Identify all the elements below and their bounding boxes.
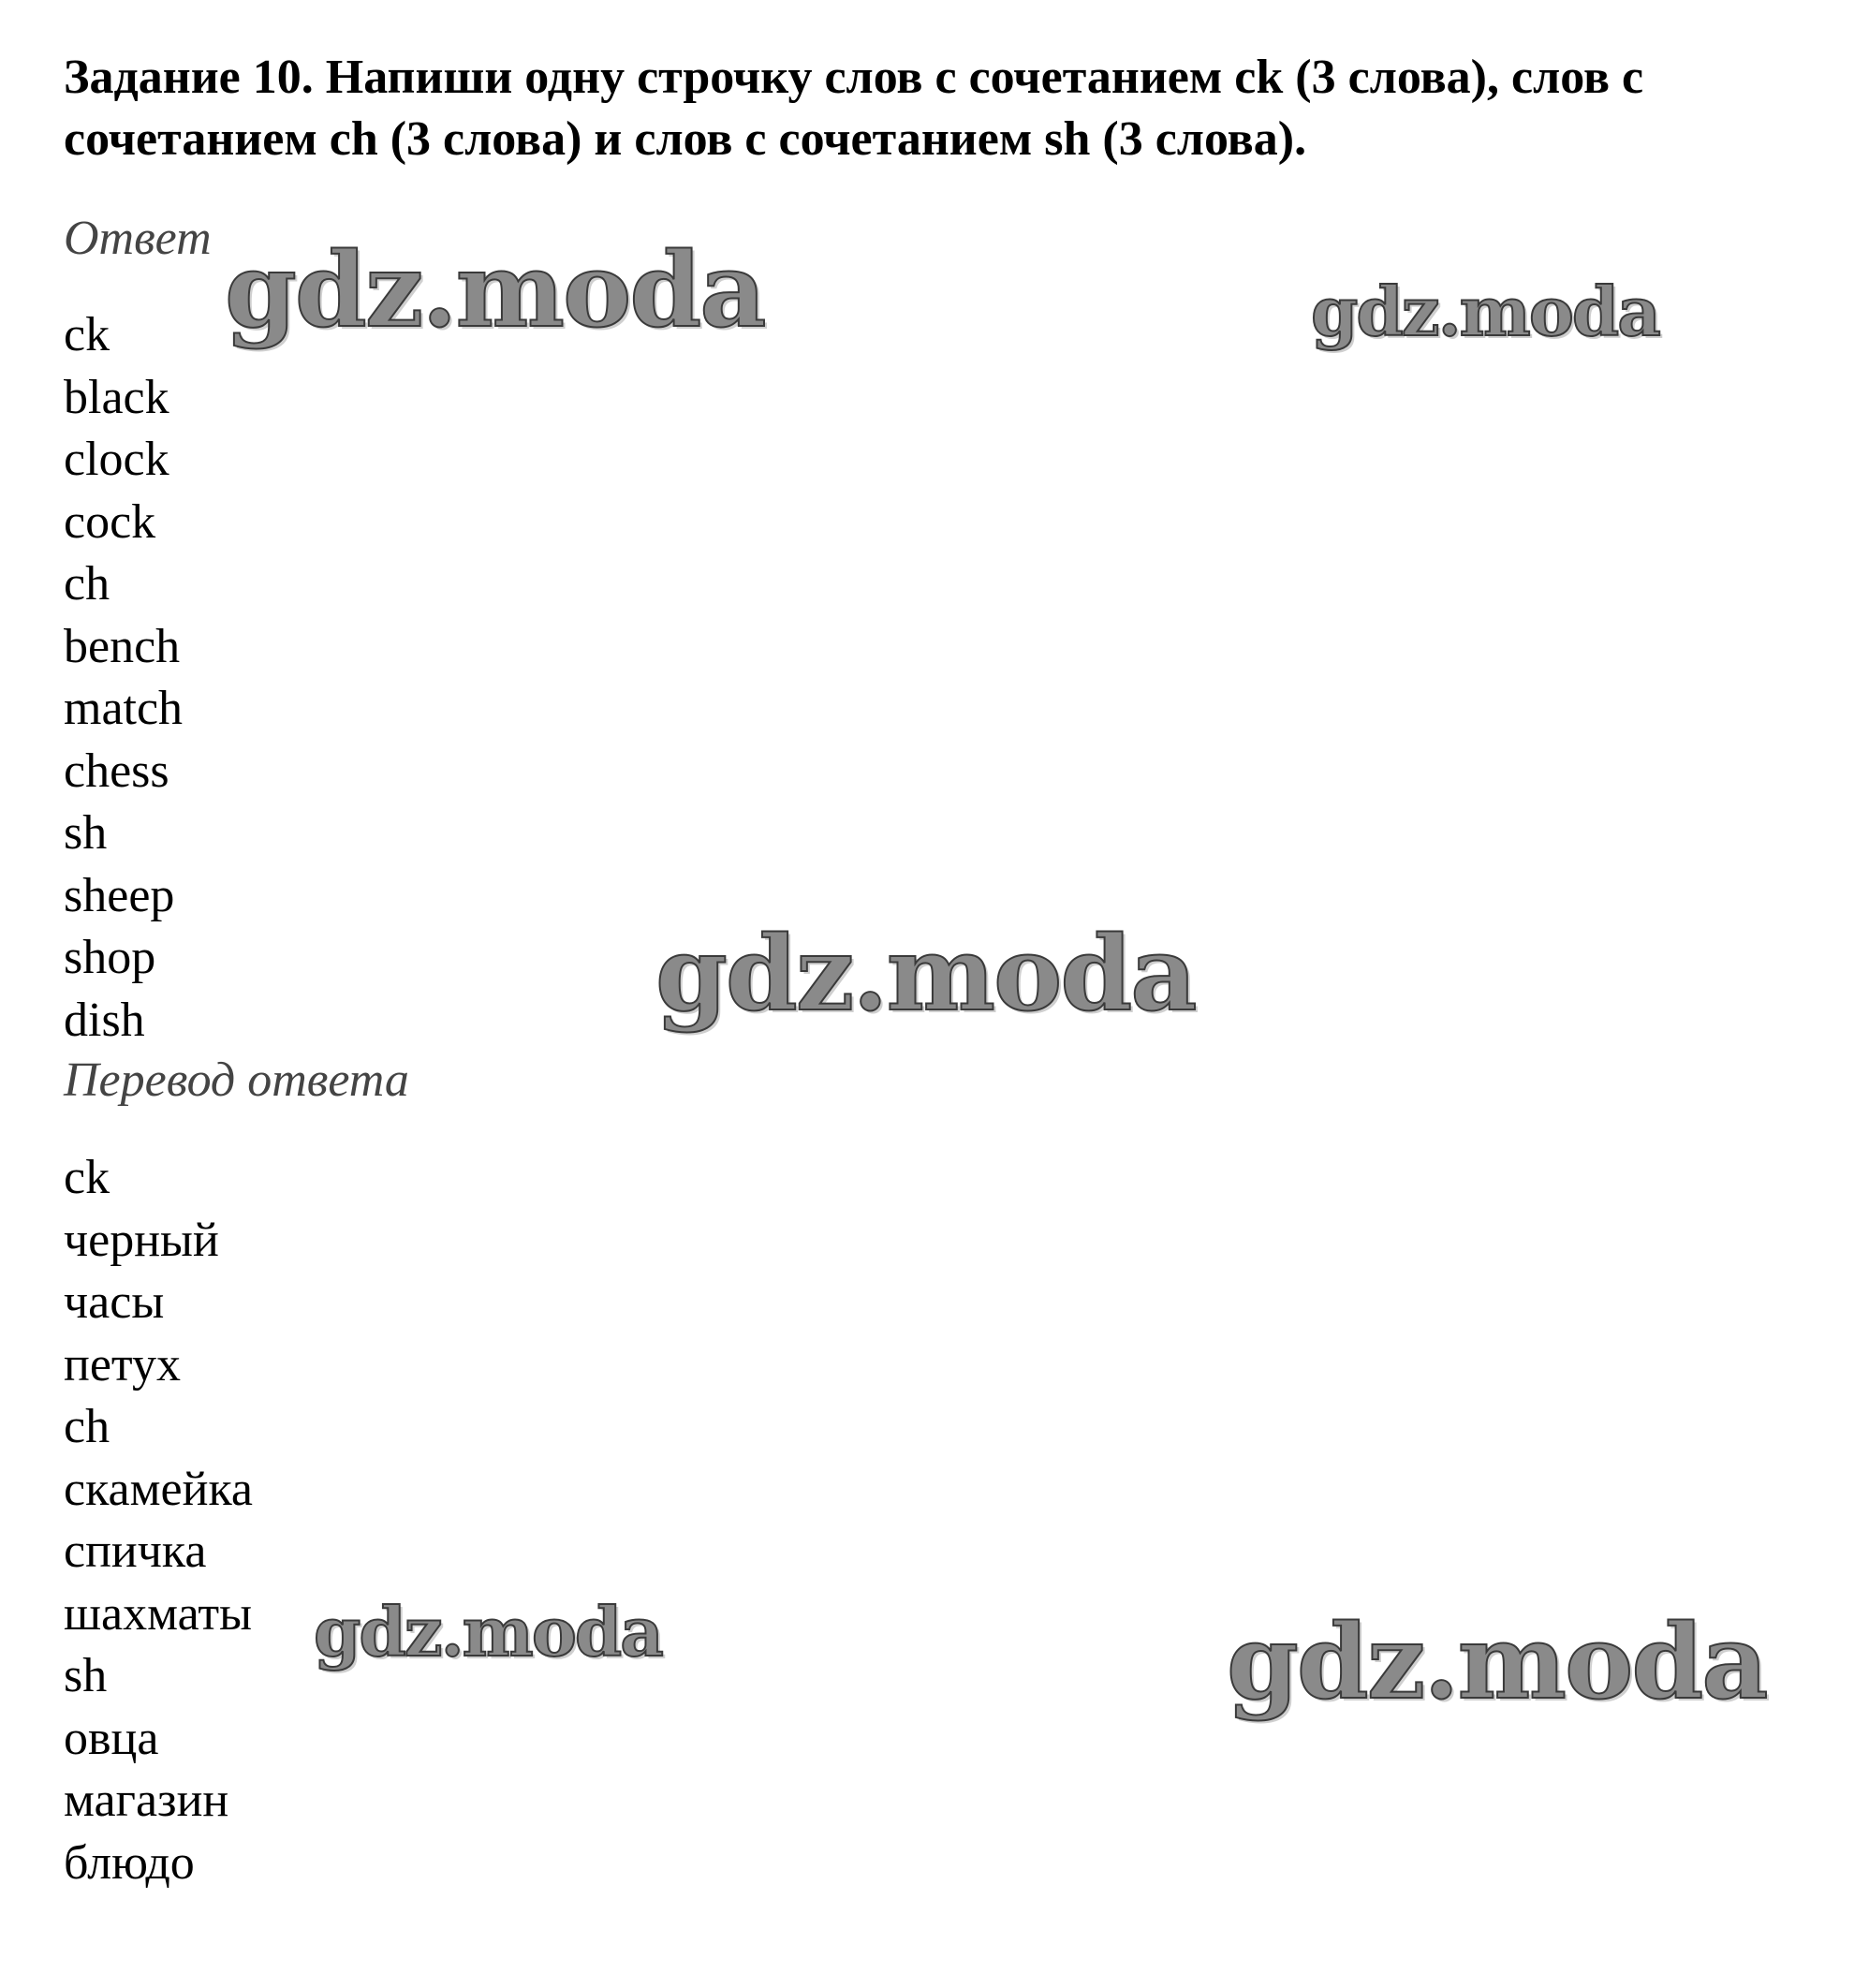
answer-word: chess [64, 744, 169, 798]
watermark: gdz.moda [225, 229, 765, 350]
answer-word: clock [64, 433, 169, 486]
answer-word: cock [64, 494, 156, 549]
translation-label: Перевод ответа [64, 1053, 409, 1107]
translation-word: петух [64, 1337, 181, 1392]
watermark: gdz.moda [1311, 272, 1659, 351]
answer-label: Ответ [64, 212, 212, 265]
translation-word: магазин [64, 1774, 229, 1827]
translation-word: sh [64, 1649, 108, 1702]
answer-word: dish [64, 993, 145, 1047]
translation-word: скамейка [64, 1462, 254, 1516]
translation-word: шахматы [64, 1586, 253, 1641]
translation-word: овца [64, 1711, 159, 1765]
translation-word: часы [64, 1275, 165, 1329]
translation-word: спичка [64, 1524, 207, 1578]
answer-word: sh [64, 806, 108, 860]
answer-word: black [64, 370, 169, 424]
answer-word: bench [64, 619, 181, 673]
answer-word-list [64, 304, 183, 1052]
answer-word: ck [64, 308, 110, 361]
answer-word: sheep [64, 868, 175, 922]
watermark: gdz.moda [1227, 1601, 1767, 1722]
translation-word: черный [64, 1213, 219, 1267]
translation-word-list [64, 1147, 253, 1894]
task-title: Задание 10. Напиши одну строчку слов с сочетанием ck (3 слова), слов с сочетанием ch (3 слова) и слов с сочетанием sh (3 слова). [64, 51, 1644, 166]
answer-word: shop [64, 931, 156, 984]
answer-word: ch [64, 557, 110, 611]
translation-word: блюдо [64, 1835, 195, 1890]
watermark: gdz.moda [314, 1592, 662, 1671]
translation-word: ch [64, 1400, 110, 1453]
watermark: gdz.moda [655, 913, 1196, 1034]
translation-word: ck [64, 1151, 110, 1204]
answer-word: match [64, 682, 184, 735]
